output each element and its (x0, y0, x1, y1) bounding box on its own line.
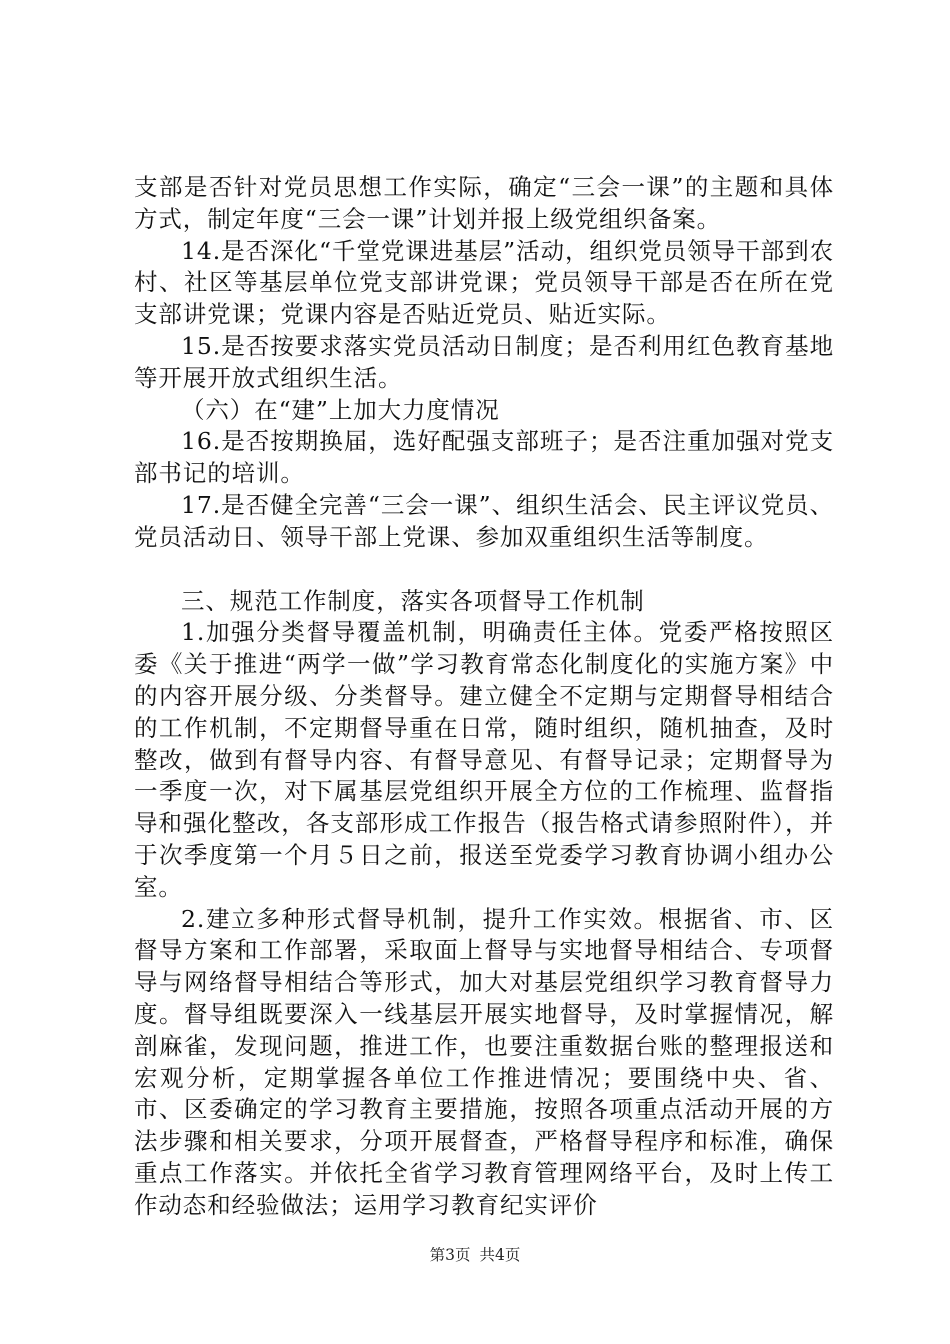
paragraph-gap (134, 554, 834, 586)
document-body (134, 172, 834, 1222)
paragraph-item-14: 14.是否深化“千堂党课进基层”活动，组织党员领导干部到农村、社区等基层单位党支部讲党课；党员领导干部是否在所在党支部讲党课；党课内容是否贴近党员、贴近实际。 (134, 236, 834, 329)
paragraph-item-15: 15.是否按要求落实党员活动日制度；是否利用红色教育基地等开展开放式组织生活。 (134, 331, 834, 392)
page-footer (0, 1243, 950, 1265)
section-heading-6: （六）在“建”上加大力度情况 (181, 395, 500, 424)
page-number: 第3页 (429, 1246, 471, 1264)
paragraph-item-17: 17.是否健全完善“三会一课”、组织生活会、民主评议党员、党员活动日、领导干部上党课、参加双重组织生活等制度。 (134, 490, 834, 551)
paragraph-item-16: 16.是否按期换届，选好配强支部班子；是否注重加强对党支部书记的培训。 (134, 427, 834, 488)
page-total: 共4页 (479, 1246, 521, 1264)
section-heading-3: 三、规范工作制度，落实各项督导工作机制 (181, 586, 645, 615)
paragraph-item-3-2: 2.建立多种形式督导机制，提升工作实效。根据省、市、区督导方案和工作部署，采取面上督导与实地督导相结合、专项督导与网络督导相结合等形式，加大对基层党组织学习教育督导力度。督导组既要深入一线基层开展实地督导，及时掌握情况，解剖麻雀，发现问题，推进工作，也要注重数据台账的整理报送和宏观分析，定期掌握各单位工作推进情况；要围绕中央、省、市、区委确定的学习教育主要措施，按照各项重点活动开展的方法步骤和相关要求，分项开展督查，严格督导程序和标准，确保重点工作落实。并依托全省学习教育管理网络平台，及时上传工作动态和经验做法；运用学习教育纪实评价 (134, 904, 834, 1219)
paragraph-item-3-1: 1.加强分类督导覆盖机制，明确责任主体。党委严格按照区委《关于推进“两学一做”学习教育常态化制度化的实施方案》中的内容开展分级、分类督导。建立健全不定期与定期督导相结合的工作机制，不定期督导重在日常，随时组织，随机抽查，及时整改，做到有督导内容、有督导意见、有督导记录；定期督导为一季度一次，对下属基层党组织开展全方位的工作梳理、监督指导和强化整改，各支部形成工作报告（报告格式请参照附件），并于次季度第一个月５日之前，报送至党委学习教育协调小组办公室。 (134, 618, 834, 901)
paragraph-continuation: 支部是否针对党员思想工作实际，确定“三会一课”的主题和具体方式，制定年度“三会一课”计划并报上级党组织备案。 (134, 173, 834, 233)
